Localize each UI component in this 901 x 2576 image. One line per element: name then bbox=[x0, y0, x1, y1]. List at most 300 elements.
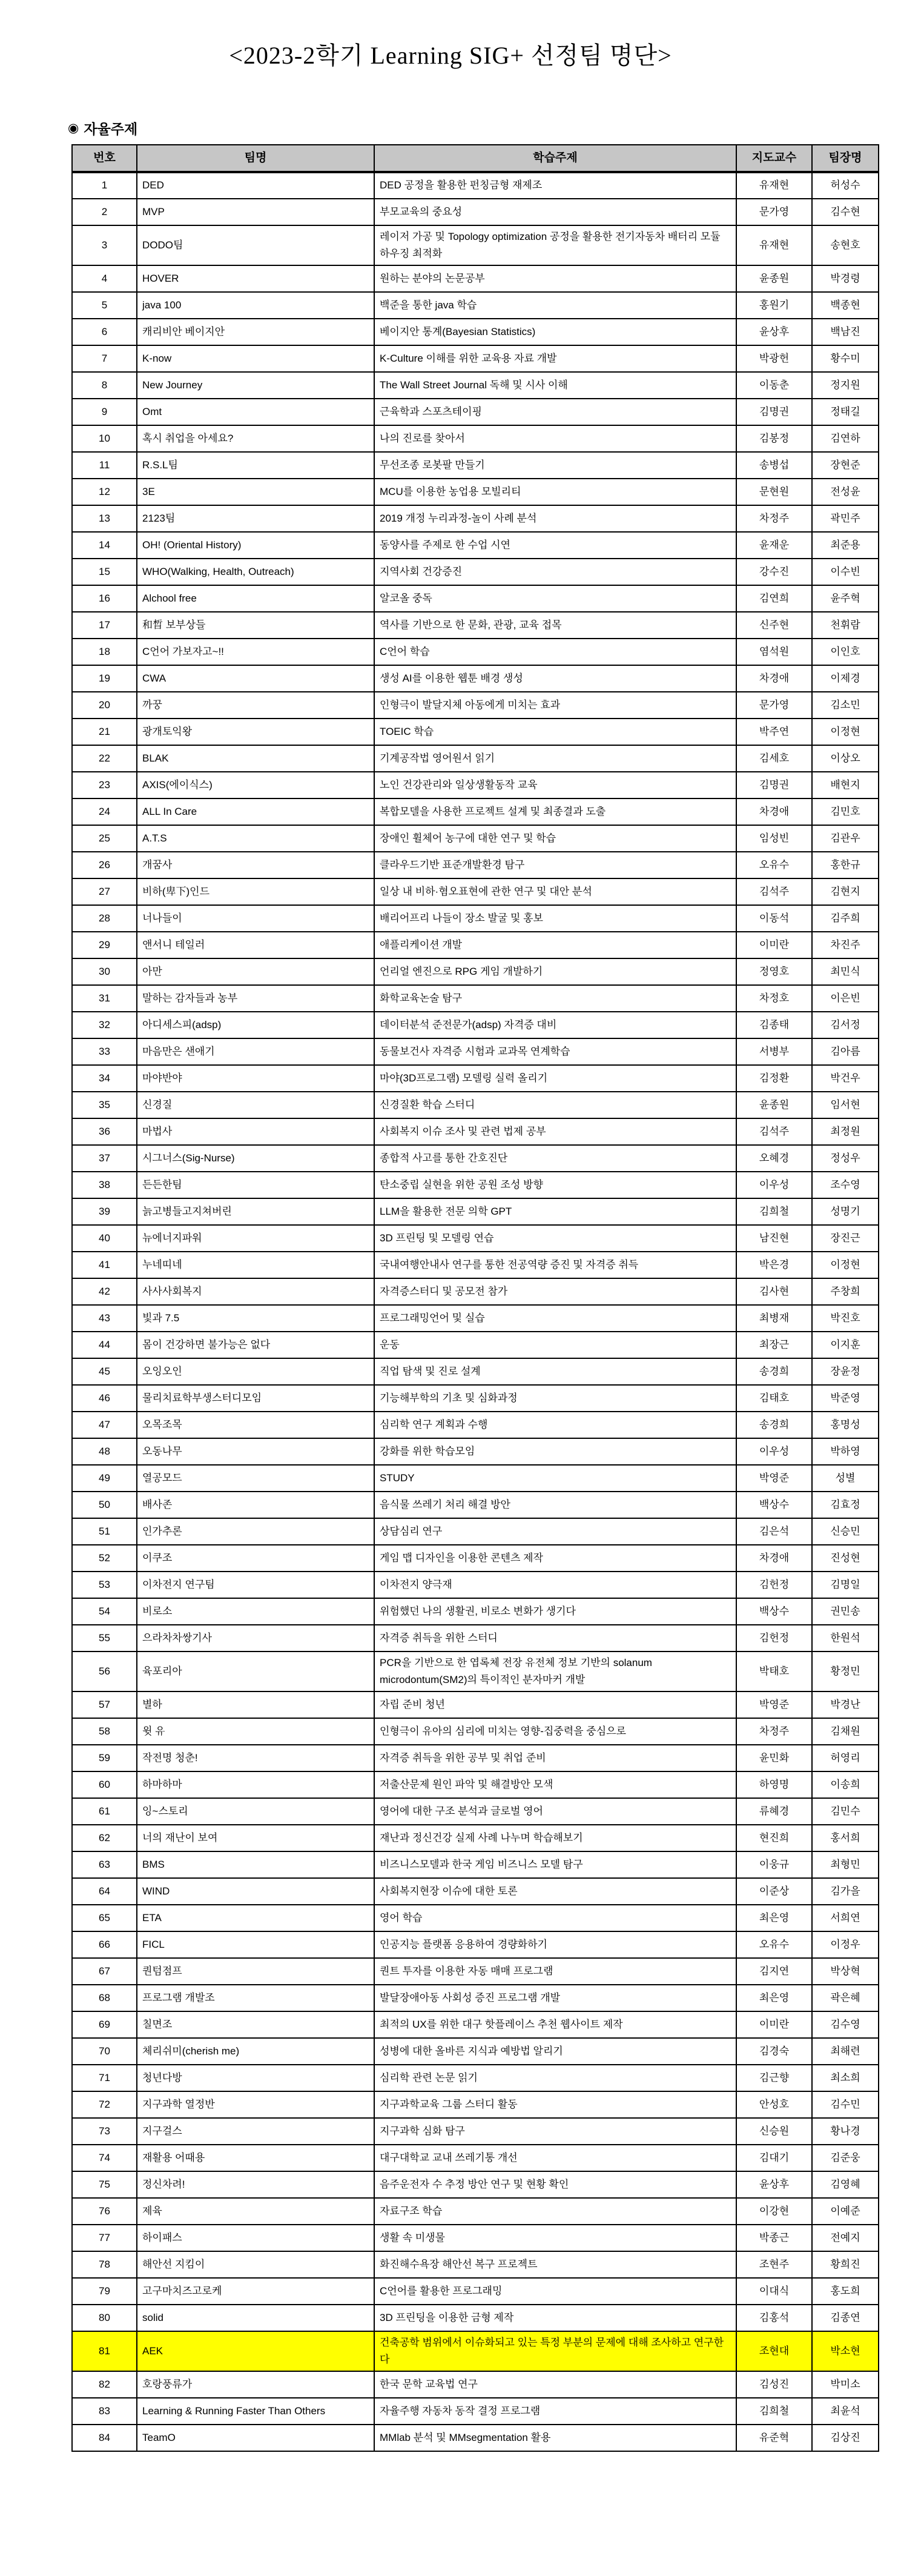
leader-name-cell: 이은빈 bbox=[812, 985, 879, 1012]
header-topic: 학습주제 bbox=[374, 145, 736, 172]
leader-name-cell: 박소현 bbox=[812, 2331, 879, 2371]
advisor-name-cell: 김연희 bbox=[736, 585, 812, 612]
advisor-name-cell: 백상수 bbox=[736, 1598, 812, 1625]
team-name-cell: ALL In Care bbox=[137, 798, 374, 825]
leader-name-cell: 이정현 bbox=[812, 1252, 879, 1278]
leader-name-cell: 김민수 bbox=[812, 1798, 879, 1825]
row-number-cell: 62 bbox=[72, 1825, 137, 1851]
advisor-name-cell: 남진현 bbox=[736, 1225, 812, 1252]
table-row bbox=[72, 1412, 879, 1438]
advisor-name-cell: 박영준 bbox=[736, 1465, 812, 1492]
team-name-cell: 칠면조 bbox=[137, 2011, 374, 2038]
table-row bbox=[72, 1771, 879, 1798]
table-row bbox=[72, 1278, 879, 1305]
leader-name-cell: 최민식 bbox=[812, 958, 879, 985]
topic-cell: 이차전지 양극재 bbox=[374, 1572, 736, 1598]
row-number-cell: 63 bbox=[72, 1851, 137, 1878]
topic-cell: 지역사회 건강증진 bbox=[374, 559, 736, 585]
leader-name-cell: 홍명성 bbox=[812, 1412, 879, 1438]
advisor-name-cell: 김명권 bbox=[736, 399, 812, 425]
advisor-name-cell: 박영준 bbox=[736, 1691, 812, 1718]
advisor-name-cell: 김명권 bbox=[736, 772, 812, 798]
topic-cell: 화학교육논술 탐구 bbox=[374, 985, 736, 1012]
leader-name-cell: 성별 bbox=[812, 1465, 879, 1492]
advisor-name-cell: 오혜경 bbox=[736, 1145, 812, 1172]
advisor-name-cell: 유준혁 bbox=[736, 2425, 812, 2451]
row-number-cell: 15 bbox=[72, 559, 137, 585]
topic-cell: 발달장애아동 사회성 증진 프로그램 개발 bbox=[374, 1985, 736, 2011]
advisor-name-cell: 김홍석 bbox=[736, 2305, 812, 2331]
table-row bbox=[72, 1545, 879, 1572]
topic-cell: 음주운전자 수 추정 방안 연구 및 현황 확인 bbox=[374, 2171, 736, 2198]
table-row bbox=[72, 1092, 879, 1118]
topic-cell: 위험했던 나의 생활권, 비로소 변화가 생기다 bbox=[374, 1598, 736, 1625]
team-name-cell: 하마하마 bbox=[137, 1771, 374, 1798]
table-row bbox=[72, 2198, 879, 2225]
topic-cell: 자립 준비 청년 bbox=[374, 1691, 736, 1718]
team-name-cell: 마음만은 샌애기 bbox=[137, 1038, 374, 1065]
advisor-name-cell: 윤민화 bbox=[736, 1745, 812, 1771]
row-number-cell: 55 bbox=[72, 1625, 137, 1651]
row-number-cell: 41 bbox=[72, 1252, 137, 1278]
topic-cell: STUDY bbox=[374, 1465, 736, 1492]
advisor-name-cell: 박주연 bbox=[736, 719, 812, 745]
row-number-cell: 18 bbox=[72, 639, 137, 665]
table-row bbox=[72, 2038, 879, 2065]
table-row bbox=[72, 1718, 879, 1745]
advisor-name-cell: 김봉정 bbox=[736, 425, 812, 452]
table-row bbox=[72, 292, 879, 319]
row-number-cell: 49 bbox=[72, 1465, 137, 1492]
table-row bbox=[72, 2425, 879, 2451]
row-number-cell: 8 bbox=[72, 372, 137, 399]
team-name-cell: New Journey bbox=[137, 372, 374, 399]
leader-name-cell: 박경령 bbox=[812, 265, 879, 292]
leader-name-cell: 최윤석 bbox=[812, 2398, 879, 2425]
table-row bbox=[72, 958, 879, 985]
leader-name-cell: 최정원 bbox=[812, 1118, 879, 1145]
topic-cell: 생성 AI를 이용한 웹툰 배경 생성 bbox=[374, 665, 736, 692]
row-number-cell: 5 bbox=[72, 292, 137, 319]
leader-name-cell: 박건우 bbox=[812, 1065, 879, 1092]
leader-name-cell: 윤주혁 bbox=[812, 585, 879, 612]
advisor-name-cell: 차경애 bbox=[736, 1545, 812, 1572]
advisor-name-cell: 이미란 bbox=[736, 932, 812, 958]
advisor-name-cell: 조현주 bbox=[736, 2251, 812, 2278]
topic-cell: 베이지안 통계(Bayesian Statistics) bbox=[374, 319, 736, 345]
team-name-cell: 열공모드 bbox=[137, 1465, 374, 1492]
row-number-cell: 20 bbox=[72, 692, 137, 719]
leader-name-cell: 김수영 bbox=[812, 2011, 879, 2038]
topic-cell: 운동 bbox=[374, 1332, 736, 1358]
topic-cell: 심리학 관련 논문 읽기 bbox=[374, 2065, 736, 2091]
row-number-cell: 60 bbox=[72, 1771, 137, 1798]
table-row bbox=[72, 2011, 879, 2038]
topic-cell: 알코올 중독 bbox=[374, 585, 736, 612]
advisor-name-cell: 이우성 bbox=[736, 1172, 812, 1198]
leader-name-cell: 신승민 bbox=[812, 1518, 879, 1545]
advisor-name-cell: 안성호 bbox=[736, 2091, 812, 2118]
topic-cell: 신경질환 학습 스터디 bbox=[374, 1092, 736, 1118]
row-number-cell: 38 bbox=[72, 1172, 137, 1198]
leader-name-cell: 성명기 bbox=[812, 1198, 879, 1225]
advisor-name-cell: 윤상후 bbox=[736, 319, 812, 345]
row-number-cell: 1 bbox=[72, 172, 137, 199]
team-name-cell: 너의 재난이 보여 bbox=[137, 1825, 374, 1851]
table-row bbox=[72, 425, 879, 452]
row-number-cell: 75 bbox=[72, 2171, 137, 2198]
topic-cell: 퀀트 투자를 이용한 자동 매매 프로그램 bbox=[374, 1958, 736, 1985]
topic-cell: 노인 건강관리와 일상생활동작 교육 bbox=[374, 772, 736, 798]
row-number-cell: 43 bbox=[72, 1305, 137, 1332]
team-name-cell: 개꿈사 bbox=[137, 852, 374, 878]
team-name-cell: 물리치료학부생스터디모임 bbox=[137, 1385, 374, 1412]
leader-name-cell: 박미소 bbox=[812, 2371, 879, 2398]
row-number-cell: 13 bbox=[72, 505, 137, 532]
row-number-cell: 70 bbox=[72, 2038, 137, 2065]
row-number-cell: 73 bbox=[72, 2118, 137, 2145]
leader-name-cell: 박준영 bbox=[812, 1385, 879, 1412]
advisor-name-cell: 김헌정 bbox=[736, 1572, 812, 1598]
table-row bbox=[72, 2145, 879, 2171]
topic-cell: 근육학과 스포츠테이핑 bbox=[374, 399, 736, 425]
topic-cell: 대구대학교 교내 쓰레기통 개선 bbox=[374, 2145, 736, 2171]
team-name-cell: 3E bbox=[137, 479, 374, 505]
advisor-name-cell: 유재현 bbox=[736, 225, 812, 265]
header-team: 팀명 bbox=[137, 145, 374, 172]
advisor-name-cell: 이강현 bbox=[736, 2198, 812, 2225]
topic-cell: 최적의 UX를 위한 대구 핫플레이스 추천 웹사이트 제작 bbox=[374, 2011, 736, 2038]
table-row bbox=[72, 1518, 879, 1545]
table-row bbox=[72, 665, 879, 692]
row-number-cell: 47 bbox=[72, 1412, 137, 1438]
leader-name-cell: 김관우 bbox=[812, 825, 879, 852]
row-number-cell: 33 bbox=[72, 1038, 137, 1065]
topic-cell: MMlab 분석 및 MMsegmentation 활용 bbox=[374, 2425, 736, 2451]
team-name-cell: OH! (Oriental History) bbox=[137, 532, 374, 559]
advisor-name-cell: 차정주 bbox=[736, 1718, 812, 1745]
topic-cell: 클라우드기반 표준개발환경 탐구 bbox=[374, 852, 736, 878]
advisor-name-cell: 김은석 bbox=[736, 1518, 812, 1545]
row-number-cell: 31 bbox=[72, 985, 137, 1012]
section-heading bbox=[68, 118, 901, 138]
advisor-name-cell: 차경애 bbox=[736, 665, 812, 692]
table-row bbox=[72, 1145, 879, 1172]
topic-cell: 인형극이 유아의 심리에 미치는 영향-집중력을 중심으로 bbox=[374, 1718, 736, 1745]
row-number-cell: 28 bbox=[72, 905, 137, 932]
leader-name-cell: 배현지 bbox=[812, 772, 879, 798]
row-number-cell: 17 bbox=[72, 612, 137, 639]
advisor-name-cell: 홍원기 bbox=[736, 292, 812, 319]
advisor-name-cell: 이미란 bbox=[736, 2011, 812, 2038]
table-row bbox=[72, 1572, 879, 1598]
leader-name-cell: 진성현 bbox=[812, 1545, 879, 1572]
topic-cell: 일상 내 비하·혐오표현에 관한 연구 및 대안 분석 bbox=[374, 878, 736, 905]
team-name-cell: 2123팀 bbox=[137, 505, 374, 532]
team-name-cell: DED bbox=[137, 172, 374, 199]
team-name-cell: C언어 가보자고~!! bbox=[137, 639, 374, 665]
advisor-name-cell: 김성진 bbox=[736, 2371, 812, 2398]
topic-cell: The Wall Street Journal 독해 및 시사 이해 bbox=[374, 372, 736, 399]
team-name-cell: AEK bbox=[137, 2331, 374, 2371]
advisor-name-cell: 박은경 bbox=[736, 1252, 812, 1278]
leader-name-cell: 최준용 bbox=[812, 532, 879, 559]
topic-cell: 마야(3D프로그램) 모델링 실력 올리기 bbox=[374, 1065, 736, 1092]
topic-cell: 영어 학습 bbox=[374, 1905, 736, 1931]
advisor-name-cell: 박광헌 bbox=[736, 345, 812, 372]
topic-cell: 자료구조 학습 bbox=[374, 2198, 736, 2225]
topic-cell: 지구과학 심화 탐구 bbox=[374, 2118, 736, 2145]
leader-name-cell: 박진호 bbox=[812, 1305, 879, 1332]
team-name-cell: BLAK bbox=[137, 745, 374, 772]
topic-cell: 백준을 통한 java 학습 bbox=[374, 292, 736, 319]
table-row bbox=[72, 1905, 879, 1931]
leader-name-cell: 황정민 bbox=[812, 1651, 879, 1691]
advisor-name-cell: 오유수 bbox=[736, 852, 812, 878]
table-row bbox=[72, 1985, 879, 2011]
team-name-cell: 하이패스 bbox=[137, 2225, 374, 2251]
team-name-cell: HOVER bbox=[137, 265, 374, 292]
topic-cell: 무선조종 로봇팔 만들기 bbox=[374, 452, 736, 479]
leader-name-cell: 장진근 bbox=[812, 1225, 879, 1252]
topic-cell: 화진해수욕장 해안선 복구 프로젝트 bbox=[374, 2251, 736, 2278]
team-name-cell: 아디세스피(adsp) bbox=[137, 1012, 374, 1038]
table-row bbox=[72, 745, 879, 772]
leader-name-cell: 김명일 bbox=[812, 1572, 879, 1598]
row-number-cell: 82 bbox=[72, 2371, 137, 2398]
team-name-cell: Alchool free bbox=[137, 585, 374, 612]
table-row bbox=[72, 1598, 879, 1625]
topic-cell: 부모교육의 중요성 bbox=[374, 199, 736, 225]
table-row bbox=[72, 372, 879, 399]
topic-cell: 동물보건사 자격증 시험과 교과목 연계학습 bbox=[374, 1038, 736, 1065]
leader-name-cell: 서희연 bbox=[812, 1905, 879, 1931]
table-row bbox=[72, 852, 879, 878]
table-row bbox=[72, 1825, 879, 1851]
leader-name-cell: 김현지 bbox=[812, 878, 879, 905]
leader-name-cell: 김주희 bbox=[812, 905, 879, 932]
leader-name-cell: 천휘람 bbox=[812, 612, 879, 639]
team-name-cell: 오목조목 bbox=[137, 1412, 374, 1438]
advisor-name-cell: 이우성 bbox=[736, 1438, 812, 1465]
topic-cell: 생활 속 미생물 bbox=[374, 2225, 736, 2251]
advisor-name-cell: 송병섭 bbox=[736, 452, 812, 479]
topic-cell: 비즈니스모델과 한국 게임 비즈니스 모델 탐구 bbox=[374, 1851, 736, 1878]
team-name-cell: 캐리비안 베이지안 bbox=[137, 319, 374, 345]
row-number-cell: 30 bbox=[72, 958, 137, 985]
topic-cell: MCU를 이용한 농업용 모빌리티 bbox=[374, 479, 736, 505]
table-row bbox=[72, 1465, 879, 1492]
team-name-cell: 앤서니 테일러 bbox=[137, 932, 374, 958]
team-name-cell: TeamO bbox=[137, 2425, 374, 2451]
row-number-cell: 19 bbox=[72, 665, 137, 692]
leader-name-cell: 이인호 bbox=[812, 639, 879, 665]
table-row bbox=[72, 905, 879, 932]
table-row bbox=[72, 319, 879, 345]
topic-cell: TOEIC 학습 bbox=[374, 719, 736, 745]
leader-name-cell: 최형민 bbox=[812, 1851, 879, 1878]
topic-cell: 레이저 가공 및 Topology optimization 공정을 활용한 전기자동차 배터리 모듈 하우징 최적화 bbox=[374, 225, 736, 265]
leader-name-cell: 백남진 bbox=[812, 319, 879, 345]
topic-cell: 기능해부학의 기초 및 심화과정 bbox=[374, 1385, 736, 1412]
row-number-cell: 4 bbox=[72, 265, 137, 292]
table-row bbox=[72, 692, 879, 719]
table-row bbox=[72, 345, 879, 372]
row-number-cell: 78 bbox=[72, 2251, 137, 2278]
leader-name-cell: 정태길 bbox=[812, 399, 879, 425]
leader-name-cell: 홍한규 bbox=[812, 852, 879, 878]
team-name-cell: 늙고병들고지쳐버린 bbox=[137, 1198, 374, 1225]
team-name-cell: A.T.S bbox=[137, 825, 374, 852]
table-row bbox=[72, 798, 879, 825]
table-row bbox=[72, 2118, 879, 2145]
advisor-name-cell: 이동춘 bbox=[736, 372, 812, 399]
topic-cell: 장애인 휠체어 농구에 대한 연구 및 학습 bbox=[374, 825, 736, 852]
topic-cell: 게임 맵 디자인을 이용한 콘텐츠 제작 bbox=[374, 1545, 736, 1572]
row-number-cell: 74 bbox=[72, 2145, 137, 2171]
row-number-cell: 72 bbox=[72, 2091, 137, 2118]
table-header bbox=[72, 145, 879, 172]
advisor-name-cell: 김석주 bbox=[736, 878, 812, 905]
page-title: <2023-2학기 Learning SIG+ 선정팀 명단> bbox=[229, 42, 672, 69]
table-row bbox=[72, 2171, 879, 2198]
leader-name-cell: 한원석 bbox=[812, 1625, 879, 1651]
leader-name-cell: 허성수 bbox=[812, 172, 879, 199]
team-name-cell: 오잉오인 bbox=[137, 1358, 374, 1385]
row-number-cell: 3 bbox=[72, 225, 137, 265]
topic-cell: 종합적 사고를 통한 간호진단 bbox=[374, 1145, 736, 1172]
team-name-cell: 시그너스(Sig-Nurse) bbox=[137, 1145, 374, 1172]
row-number-cell: 2 bbox=[72, 199, 137, 225]
team-name-cell: 프로그램 개발조 bbox=[137, 1985, 374, 2011]
advisor-name-cell: 이대식 bbox=[736, 2278, 812, 2305]
row-number-cell: 76 bbox=[72, 2198, 137, 2225]
topic-cell: 심리학 연구 계획과 수행 bbox=[374, 1412, 736, 1438]
team-name-cell: 오동나무 bbox=[137, 1438, 374, 1465]
table-row bbox=[72, 1038, 879, 1065]
table-row bbox=[72, 532, 879, 559]
leader-name-cell: 김수민 bbox=[812, 2091, 879, 2118]
team-name-cell: 정신차려! bbox=[137, 2171, 374, 2198]
advisor-name-cell: 윤종원 bbox=[736, 265, 812, 292]
row-number-cell: 64 bbox=[72, 1878, 137, 1905]
team-name-cell: 몸이 건강하면 불가능은 없다 bbox=[137, 1332, 374, 1358]
row-number-cell: 37 bbox=[72, 1145, 137, 1172]
table-row bbox=[72, 1172, 879, 1198]
leader-name-cell: 김소민 bbox=[812, 692, 879, 719]
row-number-cell: 54 bbox=[72, 1598, 137, 1625]
row-number-cell: 36 bbox=[72, 1118, 137, 1145]
table-row bbox=[72, 1438, 879, 1465]
row-number-cell: 71 bbox=[72, 2065, 137, 2091]
team-list-table bbox=[71, 144, 879, 2452]
row-number-cell: 59 bbox=[72, 1745, 137, 1771]
section-label: 자율주제 bbox=[84, 121, 138, 137]
row-number-cell: 58 bbox=[72, 1718, 137, 1745]
leader-name-cell: 김연하 bbox=[812, 425, 879, 452]
leader-name-cell: 황나경 bbox=[812, 2118, 879, 2145]
team-name-cell: DODO팀 bbox=[137, 225, 374, 265]
topic-cell: K-Culture 이해를 위한 교육용 자료 개발 bbox=[374, 345, 736, 372]
table-row bbox=[72, 1252, 879, 1278]
row-number-cell: 23 bbox=[72, 772, 137, 798]
row-number-cell: 69 bbox=[72, 2011, 137, 2038]
topic-cell: 직업 탐색 및 진로 설계 bbox=[374, 1358, 736, 1385]
team-name-cell: 마야반야 bbox=[137, 1065, 374, 1092]
team-name-cell: K-now bbox=[137, 345, 374, 372]
leader-name-cell: 황수미 bbox=[812, 345, 879, 372]
team-name-cell: 이차전지 연구팀 bbox=[137, 1572, 374, 1598]
topic-cell: 상담심리 연구 bbox=[374, 1518, 736, 1545]
table-row bbox=[72, 612, 879, 639]
leader-name-cell: 곽민주 bbox=[812, 505, 879, 532]
team-name-cell: 호랑풍류가 bbox=[137, 2371, 374, 2398]
row-number-cell: 83 bbox=[72, 2398, 137, 2425]
topic-cell: 강화를 위한 학습모임 bbox=[374, 1438, 736, 1465]
team-name-cell: 신경질 bbox=[137, 1092, 374, 1118]
table-row bbox=[72, 878, 879, 905]
row-number-cell: 44 bbox=[72, 1332, 137, 1358]
leader-name-cell: 정지원 bbox=[812, 372, 879, 399]
header-leader: 팀장명 bbox=[812, 145, 879, 172]
topic-cell: 언리얼 엔진으로 RPG 게임 개발하기 bbox=[374, 958, 736, 985]
advisor-name-cell: 류혜경 bbox=[736, 1798, 812, 1825]
advisor-name-cell: 서병부 bbox=[736, 1038, 812, 1065]
row-number-cell: 39 bbox=[72, 1198, 137, 1225]
table-row bbox=[72, 1492, 879, 1518]
leader-name-cell: 곽은혜 bbox=[812, 1985, 879, 2011]
advisor-name-cell: 김사현 bbox=[736, 1278, 812, 1305]
leader-name-cell: 김상진 bbox=[812, 2425, 879, 2451]
advisor-name-cell: 윤종원 bbox=[736, 1092, 812, 1118]
topic-cell: 기계공작법 영어원서 읽기 bbox=[374, 745, 736, 772]
leader-name-cell: 김종연 bbox=[812, 2305, 879, 2331]
row-number-cell: 6 bbox=[72, 319, 137, 345]
row-number-cell: 51 bbox=[72, 1518, 137, 1545]
topic-cell: 사회복지현장 이슈에 대한 토론 bbox=[374, 1878, 736, 1905]
team-name-cell: 육포리아 bbox=[137, 1651, 374, 1691]
team-name-cell: WIND bbox=[137, 1878, 374, 1905]
team-name-cell: solid bbox=[137, 2305, 374, 2331]
team-name-cell: 지구걸스 bbox=[137, 2118, 374, 2145]
topic-cell: 인공지능 플랫폼 응용하여 경량화하기 bbox=[374, 1931, 736, 1958]
topic-cell: 사회복지 이슈 조사 및 관련 법제 공부 bbox=[374, 1118, 736, 1145]
row-number-cell: 35 bbox=[72, 1092, 137, 1118]
leader-name-cell: 김영혜 bbox=[812, 2171, 879, 2198]
row-number-cell: 7 bbox=[72, 345, 137, 372]
leader-name-cell: 권민송 bbox=[812, 1598, 879, 1625]
table-row bbox=[72, 2278, 879, 2305]
team-name-cell: 아만 bbox=[137, 958, 374, 985]
row-number-cell: 42 bbox=[72, 1278, 137, 1305]
table-row bbox=[72, 1958, 879, 1985]
topic-cell: 역사를 기반으로 한 문화, 관광, 교육 접목 bbox=[374, 612, 736, 639]
advisor-name-cell: 박종근 bbox=[736, 2225, 812, 2251]
table-row bbox=[72, 2225, 879, 2251]
advisor-name-cell: 신주현 bbox=[736, 612, 812, 639]
team-name-cell: 지구과학 열정반 bbox=[137, 2091, 374, 2118]
advisor-name-cell: 차정주 bbox=[736, 505, 812, 532]
team-name-cell: 고구마치즈고로케 bbox=[137, 2278, 374, 2305]
table-row bbox=[72, 1878, 879, 1905]
row-number-cell: 40 bbox=[72, 1225, 137, 1252]
table-row bbox=[72, 2371, 879, 2398]
team-name-cell: 사사사회복지 bbox=[137, 1278, 374, 1305]
leader-name-cell: 차진주 bbox=[812, 932, 879, 958]
advisor-name-cell: 강수진 bbox=[736, 559, 812, 585]
topic-cell: 나의 진로를 찾아서 bbox=[374, 425, 736, 452]
topic-cell: PCR을 기반으로 한 엽록체 전장 유전체 정보 기반의 solanum microdontum(SM2)의 특이적인 분자마커 개발 bbox=[374, 1651, 736, 1691]
